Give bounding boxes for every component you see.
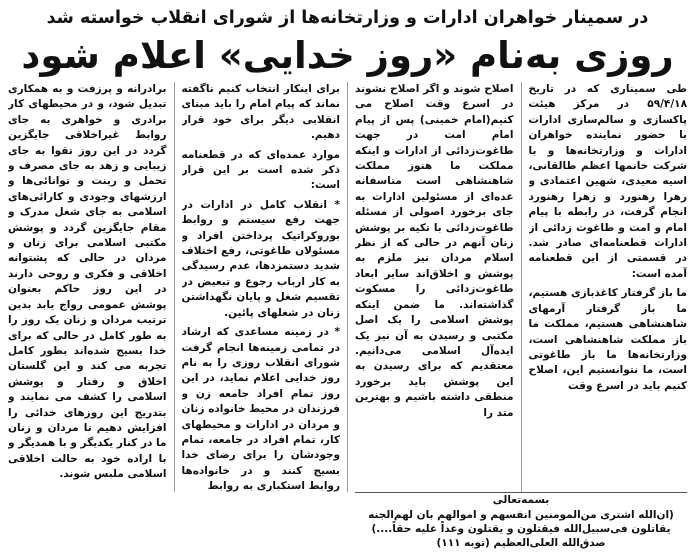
col4-paragraph-1: برادرانه و پرزفت و به همکاری تبدیل شود، و در محیطهای کار برادری و خواهری به جای روابط غیراخلاقی جایگزین گردد در این روز تقوا به جای زیبایی و زهد به جای مصرف و تحمل و رینت و توانائی‌ها و ارزشهای وجودی و کارائی‌های اسلامی به جای شغل مدرک و مقام جایگزین گردد و پوشش مکتبی اسلامی برای زنان و مردان در حالی که پشتوانه اخلاقی و فکری و روحی دارند در این روز حاکم بعنوان پوشش عمومی رواج یابد بدین ترتیب مردان و زنان یک روز را به طور کامل در حالی که برای خدا بسیج شده‌اند بطور کامل تجربه می کند و این گلستان اخلاق و رفتار و پوشش اسلامی را کشف می نمایند و بتدریج این روزهای خدائی را افزایش دهیم تا مردان و زنان ما در کنار یکدیگر و با همدیگر و با اراده خود به حالت اخلاقی اسلامی ملبس شوند. [8,83,167,481]
col1-paragraph-1: طی سمیناری که در تاریخ ۵۹/۴/۱۸ در مرکز هیئت پاکسازی و سالم‌سازی ادارات با حضور نماینده خواهران ادارات و وزارتخانه‌ها و با شرکت خانمها اعظم طالقانی، اسیه معیدی، شهین اعتمادی و رهرا رهنورد و زهرا رهنورد انجام گرفت، در رابطه با پیام امام و امت و طاغوت زدائی از ادارات قطعنامه‌ای صادر شد. در قسمتی از این قطعنامه آمده است: [528,83,687,280]
quran-quote-box [355,492,687,559]
quote-title: بسمه‌تعالی [492,494,550,506]
column-divider [347,82,348,492]
column-divider [521,82,522,492]
column-4 [8,82,167,492]
column-1 [529,82,688,492]
column-divider [174,82,175,492]
quote-line-1: (ان‌الله اشتری من‌المومنین انفسهم و اموالهم بان لهم‌الجنه [368,509,674,521]
col3-paragraph-2: موارد عمده‌ای که در قطعنامه ذکر شده است بر این قرار است: [181,148,340,192]
col2-paragraph-1: اصلاح شوند و اگر اصلاح نشوند در اسرع وقت اصلاح می کنیم(امام خمینی) پس از پیام امام امت در جهت طاغوت‌زدائی از ادارات و اینکه مملکت ما هنوز مملکت شاهنشاهی است متاسفانه عده‌ای از مسئولین ادارات به جای برخورد اصولی از مسئله طاغوت‌زدائی با تکیه بر پوشش زنان آنهم در حالی که از نظر اسلام مردان نیز ملزم به پوشش و اخلاق‌اند سایر ابعاد طاغوت‌زدائی را مسکوت گذاشته‌اند. ما ضمن اینکه پوشش اسلامی را یک اصل مکتبی و رسیدن به آن نیز یک ایده‌آل اسلامی می‌دانیم. معتقدیم که برای رسیدن به این پوشش باید برخورد منطقی داشته باشیم و بهترین متد را [355,83,514,419]
column-2 [355,82,514,492]
column-3 [182,82,341,492]
col1-paragraph-2: ما باز گرفتار کاغذبازی هستیم، ما باز گرفتار آرمهای شاهنشاهی هستیم، مملکت ما باز مملکت شاهنشاهی است، وزارتخانه‌ها ما باز طاغوتی است، ما نتوانستیم این، اصلاح کنیم باید در اسرع وقت [528,287,687,392]
col3-paragraph-4: * در زمینه مساعدی که ارشاد در تمامی زمینه‌ها انجام گرفت شورای انقلاب روزی را به نام روز خدایی اعلام نماید، در این روز تمام افراد جامعه زن و فرزندان در محیط خانواده زنان و مردان در ادارات و محیطهای کار، تمام افراد در جامعه، تمام وجودشان را برای رضای خدا بسیج کنند و در خانواده‌ها روابط استکباری به روابط [181,326,340,492]
article-columns [8,82,687,492]
quote-line-2: یقاتلون فی‌سبیل‌الله فیقتلون و یقتلون وعداً علیه حقاً....) [371,523,671,535]
main-headline: روزی به‌نام «روز خدایی» اعلام شود [21,34,674,77]
quote-line-3: صدق‌الله العلی‌العظیم (توبه ۱۱۱) [436,537,606,549]
kicker-headline: در سمینار خواهران ادارات و وزارتخانه‌ها از شورای انقلاب خواسته شد [46,8,649,28]
col3-paragraph-3: * انقلاب کامل در ادارات در جهت رفع سیستم و روابط بوروکراتیک پرداختن افراد و مسئولان طاغوتی، رفع اختلاف شدید دستمزدها، عدم رسیدگی به کار ارباب رجوع و تبعیض در تقسیم شغل و پایان نگهداشتن زنان در شغلهای پائین. [181,198,340,319]
col3-paragraph-1: برای اینکار انتخاب کنیم ناگفته نماند که پیام امام را باید مبنای انقلابی دیگر برای خود قرار دهیم. [181,83,340,142]
